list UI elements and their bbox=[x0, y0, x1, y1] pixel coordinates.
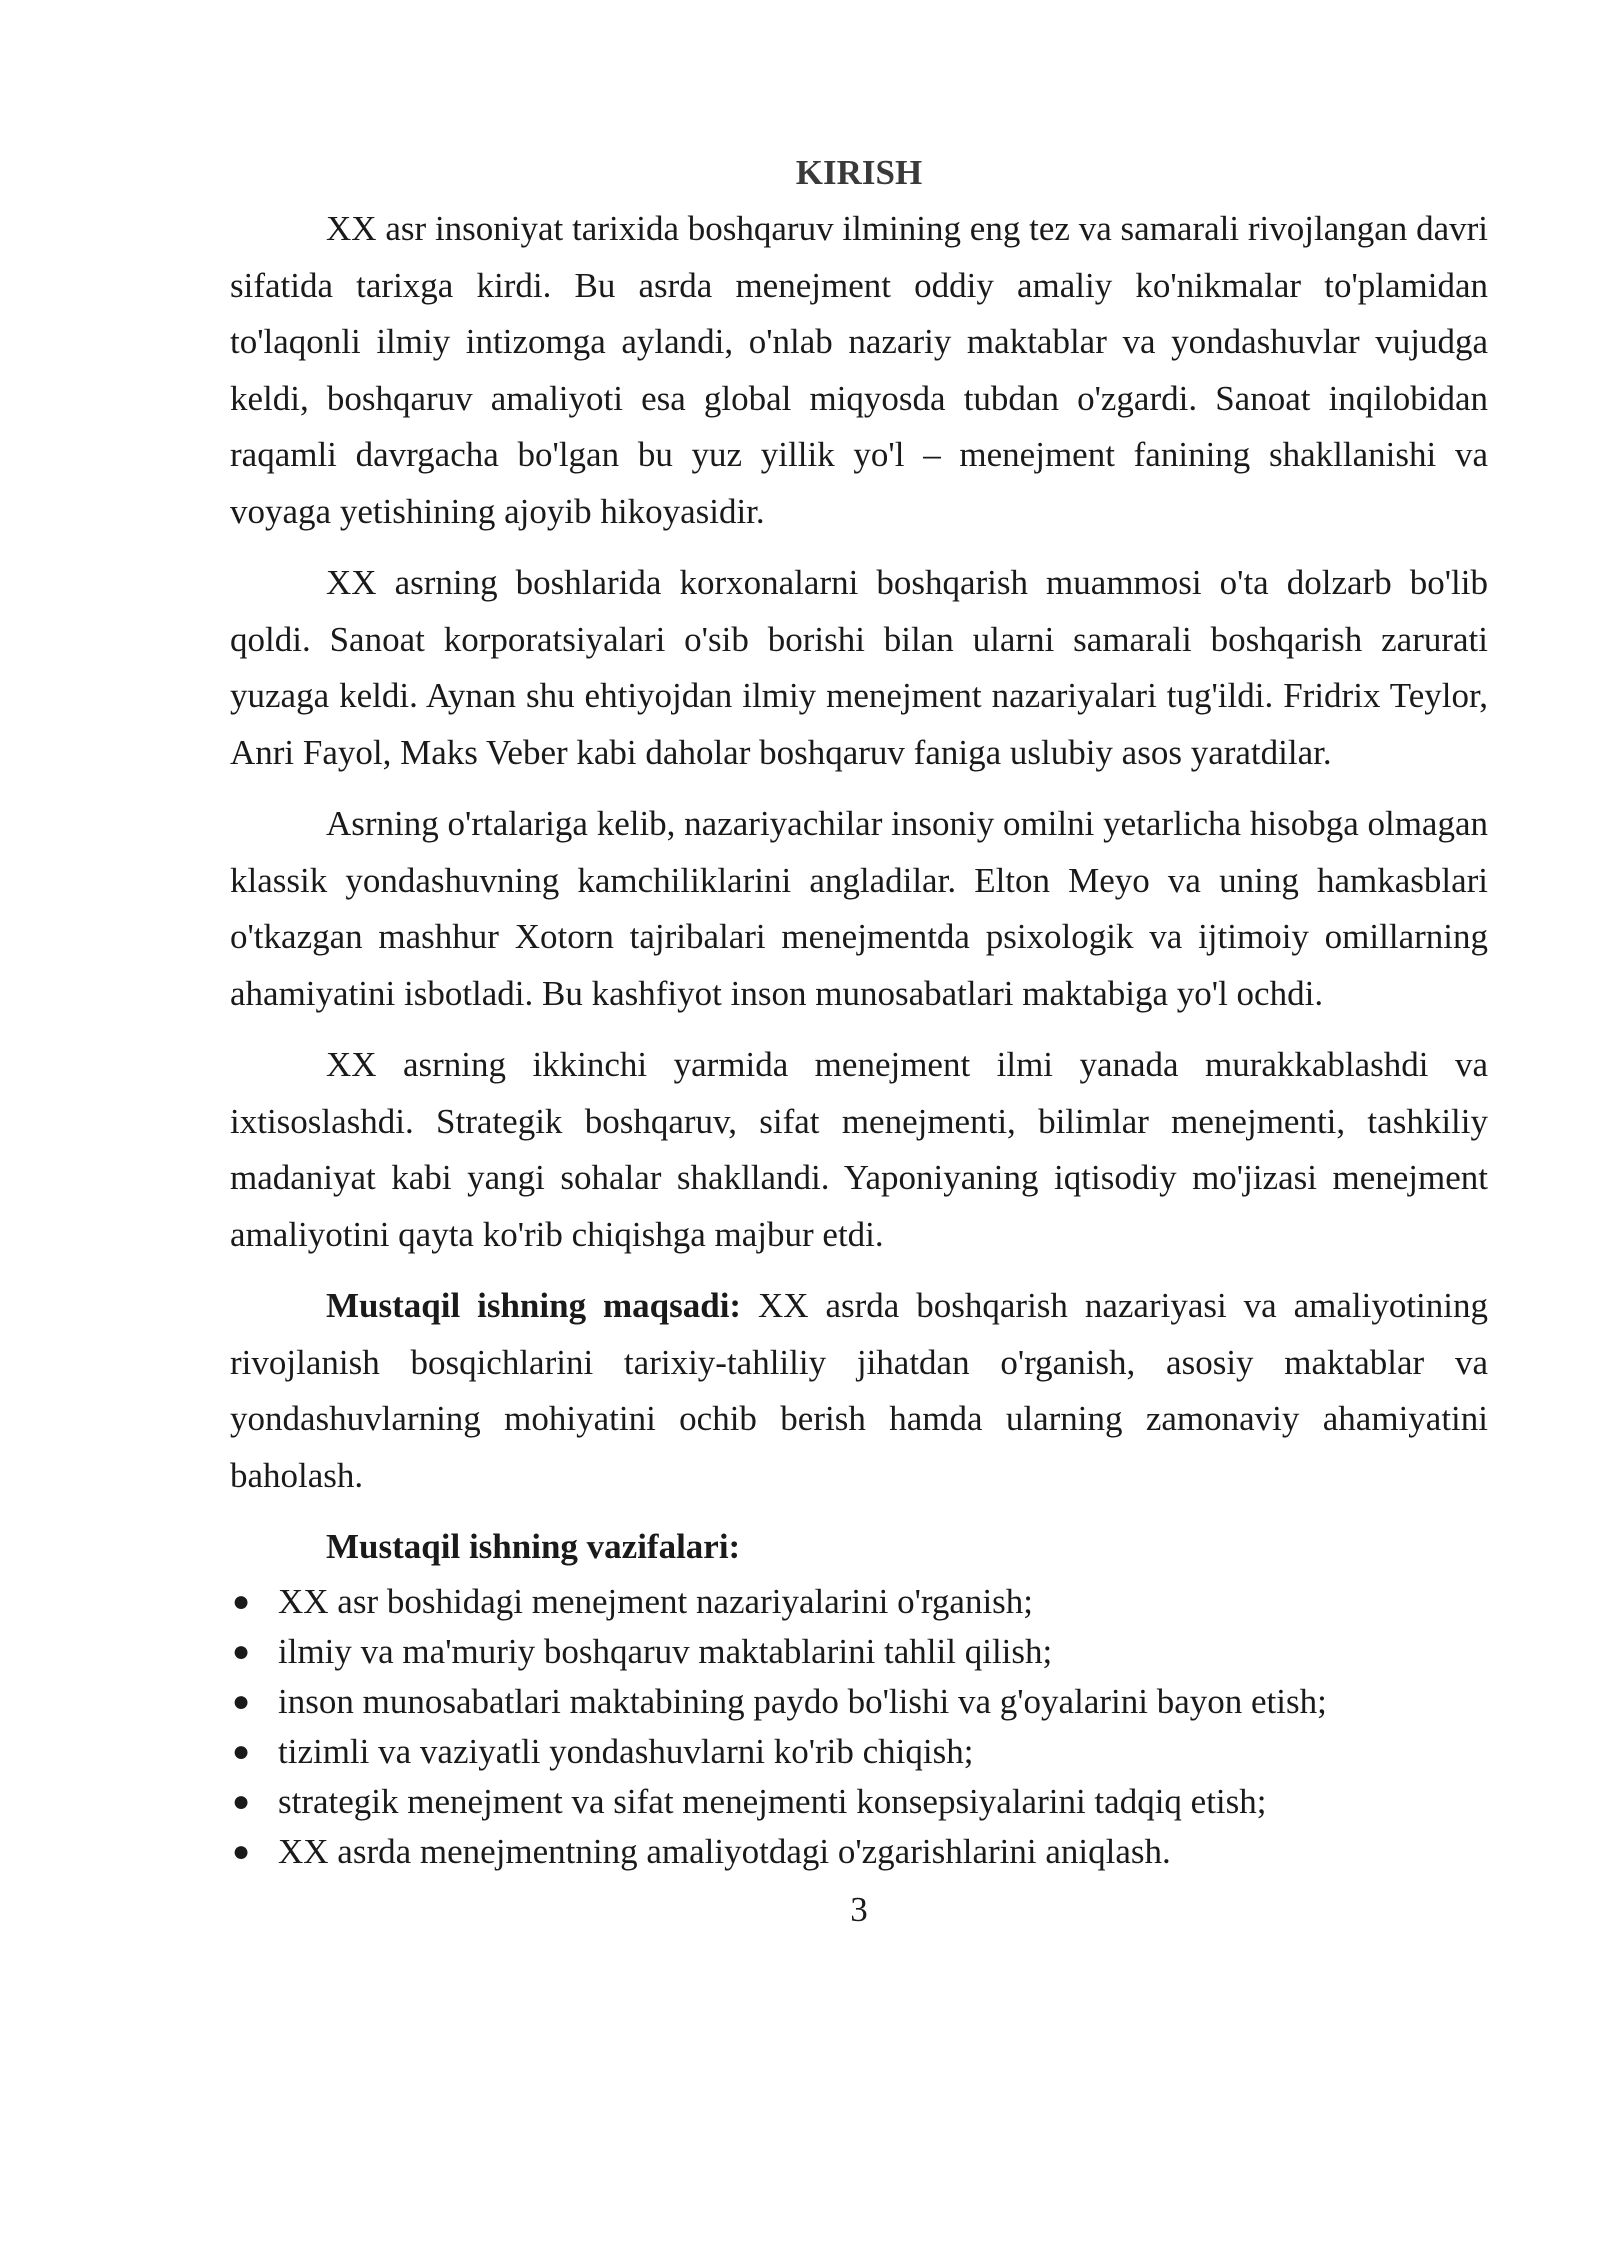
goal-text: XX asrda boshqarish nazariyasi va amaliyotining rivojlanish bosqichlarini tarixiy-tahliliy jihatdan o'rganish, asosiy maktablar va yondashuvlarning mohiyatini ochib berish hamda ularning zamonaviy ahamiyatini baholash. bbox=[230, 1286, 1488, 1495]
goal-label: Mustaqil ishning maqsadi: bbox=[326, 1286, 742, 1325]
task-item bbox=[230, 1627, 1488, 1677]
task-item bbox=[230, 1577, 1488, 1627]
bullet-icon: ● bbox=[232, 1735, 251, 1768]
page-number: 3 bbox=[850, 1890, 868, 1929]
intro-paragraph-1: XX asr insoniyat tarixida boshqaruv ilmining eng tez va samarali rivojlangan davri sifatida tarixga kirdi. Bu asrda menejment oddiy amaliy ko'nikmalar to'plamidan to'laqonli ilmiy intizomga aylandi, o'nlab nazariy maktablar va yondashuvlar vujudga keldi, boshqaruv amaliyoti esa global miqyosda tubdan o'zgardi. Sanoat inqilobidan raqamli davrgacha bo'lgan bu yuz yillik yo'l – menejment fanining shakllanishi va voyaga yetishining ajoyib hikoyasidir. bbox=[230, 209, 1488, 531]
bullet-icon: ● bbox=[232, 1685, 251, 1718]
tasks-list bbox=[230, 1577, 1488, 1877]
task-text: tizimli va vaziyatli yondashuvlarni ko'rib chiqish; bbox=[278, 1732, 974, 1771]
intro-paragraph-3: Asrning o'rtalariga kelib, nazariyachilar insoniy omilni yetarlicha hisobga olmagan klassik yondashuvning kamchiliklarini angladilar. Elton Meyo va uning hamkasblari o'tkazgan mashhur Xotorn tajribalari menejmentda psixologik va ijtimoiy omillarning ahamiyatini isbotladi. Bu kashfiyot inson munosabatlari maktabiga yo'l ochdi. bbox=[230, 804, 1488, 1013]
bullet-icon: ● bbox=[232, 1635, 251, 1668]
task-text: strategik menejment va sifat menejmenti konsepsiyalarini tadqiq etish; bbox=[278, 1782, 1267, 1821]
task-text: inson munosabatlari maktabining paydo bo'lishi va g'oyalarini bayon etish; bbox=[278, 1682, 1327, 1721]
task-item bbox=[230, 1677, 1488, 1727]
bullet-icon: ● bbox=[232, 1835, 251, 1868]
task-text: XX asr boshidagi menejment nazariyalarini o'rganish; bbox=[278, 1582, 1034, 1621]
task-item bbox=[230, 1727, 1488, 1777]
intro-paragraph-2: XX asrning boshlarida korxonalarni boshqarish muammosi o'ta dolzarb bo'lib qoldi. Sanoat korporatsiyalari o'sib borishi bilan ularni samarali boshqarish zarurati yuzaga keldi. Aynan shu ehtiyojdan ilmiy menejment nazariyalari tug'ildi. Fridrix Teylor, Anri Fayol, Maks Veber kabi daholar boshqaruv faniga uslubiy asos yaratdilar. bbox=[230, 563, 1488, 772]
goal-paragraph bbox=[230, 1278, 1488, 1504]
page-title: KIRISH bbox=[795, 153, 923, 192]
bullet-icon: ● bbox=[232, 1585, 251, 1618]
intro-paragraph-4: XX asrning ikkinchi yarmida menejment ilmi yanada murakkablashdi va ixtisoslashdi. Strategik boshqaruv, sifat menejmenti, bilimlar menejmenti, tashkiliy madaniyat kabi yangi sohalar shakllandi. Yaponiyaning iqtisodiy mo'jizasi menejment amaliyotini qayta ko'rib chiqishga majbur etdi. bbox=[230, 1045, 1488, 1254]
task-text: ilmiy va ma'muriy boshqaruv maktablarini tahlil qilish; bbox=[278, 1632, 1053, 1671]
task-item bbox=[230, 1777, 1488, 1827]
tasks-heading: Mustaqil ishning vazifalari: bbox=[326, 1527, 741, 1566]
task-text: XX asrda menejmentning amaliyotdagi o'zgarishlarini aniqlash. bbox=[278, 1832, 1171, 1871]
task-item bbox=[230, 1827, 1488, 1877]
document-page bbox=[230, 145, 1488, 1935]
bullet-icon: ● bbox=[232, 1785, 251, 1818]
